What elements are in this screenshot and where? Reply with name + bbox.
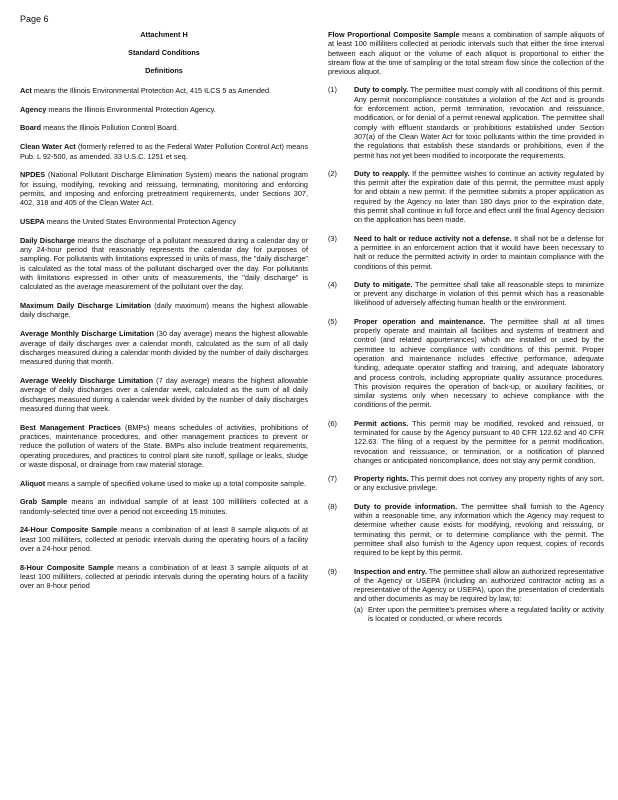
condition-number: (5) — [328, 316, 337, 326]
definition-item — [20, 142, 308, 161]
definition-text: (30 day average) means the highest allowable average of daily discharges over a calendar month, calculated as the sum of all daily discharges measured during a calendar month divided by the number of daily discharges measured during that month. — [20, 329, 308, 367]
condition-item — [328, 474, 604, 493]
definition-term: Flow Proportional Composite Sample — [328, 30, 460, 39]
definition-text: means the United States Environmental Protection Agency — [44, 217, 237, 227]
definition-term: Daily Discharge — [20, 235, 76, 245]
condition-text: The permittee shall furnish to the Agency within a reasonable time, any information which the Agency may request to determine whether cause exists for modifying, revoking and reissuing, or terminating this permit, or to determine compliance with the permit. The permittee shall also furnish to the Agency upon request, copies of records required to be kept by this permit. — [354, 501, 604, 558]
condition-text: It shall not be a defense for a permittee in an enforcement action that it would have been necessary to halt or reduce the permitted activity in order to maintain compliance with the conditions of this permit. — [354, 233, 604, 271]
condition-item — [328, 317, 604, 410]
condition-item — [328, 502, 604, 558]
condition-number: (3) — [328, 233, 337, 243]
definition-item — [20, 86, 308, 95]
definition-term: 8-Hour Composite Sample — [20, 562, 114, 572]
condition-number: (8) — [328, 501, 337, 511]
subitem-text: Enter upon the permittee's premises where a regulated facility or activity is located or conducted, or where records — [368, 604, 604, 624]
definition-item — [20, 423, 308, 469]
definition-item — [20, 236, 308, 292]
condition-number: (2) — [328, 168, 337, 178]
condition-subitem — [354, 605, 604, 624]
definition-text: means the Illinois Pollution Control Board. — [41, 123, 179, 133]
definition-item — [20, 525, 308, 553]
condition-text: This permit does not convey any property rights of any sort, or any exclusive privilege. — [354, 474, 604, 493]
section-title: Standard Conditions — [128, 48, 200, 58]
condition-text: If the permittee wishes to continue an activity regulated by this permit after the expiration date of this permit, the permittee must apply for and obtain a new permit. If the permittee submits a proper application as required by the Agency no later than 180 days prior to the expiration date, this permit shall continue in full force and effect until the final Agency decision on the application has been made. — [354, 168, 604, 225]
left-column — [20, 30, 308, 600]
condition-item — [328, 85, 604, 159]
attachment-title: Attachment H — [140, 30, 188, 39]
definition-term: Agency — [20, 104, 47, 114]
definition-text: means a combination of sample aliquots of at least 100 milliliters collected at periodic intervals such that either the time interval between each aliquot or the volume of each aliquot is proportional to either the stream flow at the time of sampling or the total stream flow since the collection of the previous aliquot. — [328, 30, 605, 77]
definitions-heading: Definitions — [145, 65, 183, 75]
definition-item — [20, 105, 308, 114]
definition-text: (daily maximum) means the highest allowable daily discharge. — [20, 301, 308, 320]
condition-number: (7) — [328, 474, 337, 484]
definition-term: Board — [20, 123, 42, 133]
condition-number: (1) — [328, 85, 337, 95]
condition-text: This permit may be modified, revoked and reissued, or terminated for cause by the Agency pursuant to 40 CFR 122.62 and 40 CFR 122.63. The filing of a request by the permittee for a permit modification, revocation and reissuance, or termination, or a notification of planned changes or anticipated noncompliance, does not stay any permit condition. — [354, 418, 604, 465]
definition-item — [20, 170, 308, 207]
definition-text: means the Illinois Environmental Protection Act, 415 ILCS 5 as Amended. — [31, 85, 272, 95]
condition-title: Duty to reapply. — [354, 168, 410, 178]
definition-term: Average Weekly Discharge Limitation — [20, 375, 154, 385]
definition-item — [20, 479, 308, 488]
definition-term: Maximum Daily Discharge Limitation — [20, 301, 151, 311]
condition-title: Need to halt or reduce activity not a defense. — [354, 233, 512, 243]
condition-title: Proper operation and maintenance. — [354, 316, 486, 326]
definition-text: (National Pollutant Discharge Elimination System) means the national program for issuing, modifying, revoking and reissuing, terminating, monitoring and enforcing permits, and imposing and enforcing pretreatment requirements, under Sections 307, 402, 318 and 405 of the Clean Water Act. — [20, 170, 308, 208]
definition-text: means the Illinois Environmental Protection Agency. — [46, 104, 216, 114]
subitem-letter: (a) — [354, 604, 363, 614]
condition-text: The permittee must comply with all conditions of this permit. Any permit noncompliance constitutes a violation of the Act and is grounds for enforcement action, permit termination, revocation and reissuance, modification, or for denial of a permit renewal application. The permittee shall comply with effluent standards or prohibitions established under Section 307(a) of the Clean Water Act for toxic pollutants within the time provided in the regulations that establish these standards or prohibitions, even if the permit has not yet been modified to incorporate the requirements. — [354, 85, 604, 160]
condition-title: Permit actions. — [354, 418, 409, 428]
right-column — [328, 30, 604, 632]
condition-text: The permittee shall allow an authorized representative of the Agency or USEPA (including an authorized contractor acting as a representative of the Agency or USEPA), upon the presentation of credentials and other documents as may be required by law, to: — [354, 566, 604, 604]
definition-text: (BMPs) means schedules of activities, prohibitions of practices, maintenance procedures, and other management practices to prevent or reduce the pollution of waters of the State. BMPs also include treatment requirements, operating procedures, and practices to control plant site runoff, spillage or leaks, sludge or waste disposal, or drainage from raw material storage. — [20, 422, 308, 469]
definition-text: means a sample of specified volume used to make up a total composite sample. — [45, 478, 306, 488]
definition-text: means a combination of at least 8 sample aliquots of at least 100 milliliters, collected at periodic intervals during the operating hours of a facility over a 24-hour period. — [20, 525, 308, 554]
definition-term: NPDES — [20, 170, 46, 180]
condition-title: Duty to mitigate. — [354, 279, 413, 289]
definition-term: Aliquot — [20, 478, 46, 488]
definition-text: (7 day average) means the highest allowable average of daily discharges over a calendar week, calculated as the sum of all daily discharges measured during a calendar week divided by the number of daily discharges measured during that week. — [20, 375, 308, 413]
definition-text: means the discharge of a pollutant measured during a calendar day or any 24-hour period that reasonably represents the calendar day for purposes of sampling. For pollutants with limitations expressed in units of mass, the "daily discharge" is calculated as the total mass of the pollutant discharged over the day. For pollutants with limitations expressed in other units of measurements, the "daily discharge" is calculated as the average measurement of the pollutant over the day. — [20, 235, 308, 292]
definition-text: (formerly referred to as the Federal Water Pollution Control Act) means Pub. L 92-500, as amended. 33 U.S.C. 1251 et seq. — [20, 142, 309, 161]
definition-text: means an individual sample of at least 100 milliliters collected at a randomly-selected time over a period not exceeding 15 minutes. — [20, 497, 308, 516]
definition-term: Clean Water Act — [20, 142, 76, 152]
definition-term: Average Monthly Discharge Limitation — [20, 329, 154, 339]
definition-term: 24-Hour Composite Sample — [20, 525, 118, 535]
definition-term: Act — [20, 85, 32, 95]
condition-item — [328, 567, 604, 624]
condition-number: (4) — [328, 279, 337, 289]
definition-term: Best Management Practices — [20, 422, 121, 432]
condition-title: Inspection and entry. — [354, 566, 427, 576]
definition-item — [20, 376, 308, 413]
definition-item — [20, 497, 308, 516]
definition-item — [20, 563, 308, 591]
definition-item — [20, 329, 308, 366]
definition-term: Grab Sample — [20, 497, 68, 507]
definition-term: USEPA — [20, 217, 45, 227]
definition-text: means a combination of at least 3 sample aliquots of at least 100 milliliters, collected at periodic intervals during the operating hours of a facility over an 8-hour period — [20, 562, 308, 591]
flow-definition — [328, 30, 604, 76]
definition-item — [20, 217, 308, 226]
condition-number: (9) — [328, 566, 337, 576]
definition-item — [20, 301, 308, 320]
condition-item — [328, 234, 604, 271]
condition-title: Property rights. — [354, 474, 409, 484]
condition-text: The permittee shall take all reasonable steps to minimize or prevent any discharge in violation of this permit which has a reasonable likelihood of adversely affecting human health or the environment. — [354, 279, 604, 308]
condition-item — [328, 169, 604, 225]
page-number: Page 6 — [20, 14, 49, 24]
condition-title: Duty to provide information. — [354, 501, 458, 511]
definition-item — [20, 123, 308, 132]
condition-item — [328, 419, 604, 465]
condition-item — [328, 280, 604, 308]
condition-title: Duty to comply. — [354, 85, 409, 95]
condition-number: (6) — [328, 418, 337, 428]
condition-text: The permittee shall at all times properly operate and maintain all facilities and systems of treatment and control (and related appurtenances) which are installed or used by the permittee to achieve compliance with conditions of this permit. Proper operation and maintenance includes effective performance, adequate funding, adequate operator staffing and training, and adequate laboratory and process controls, including appropriate quality assurance procedures. This provision requires the operation of back-up, or auxiliary facilities, or similar systems only when necessary to achieve compliance with the conditions of the permit. — [354, 316, 604, 410]
